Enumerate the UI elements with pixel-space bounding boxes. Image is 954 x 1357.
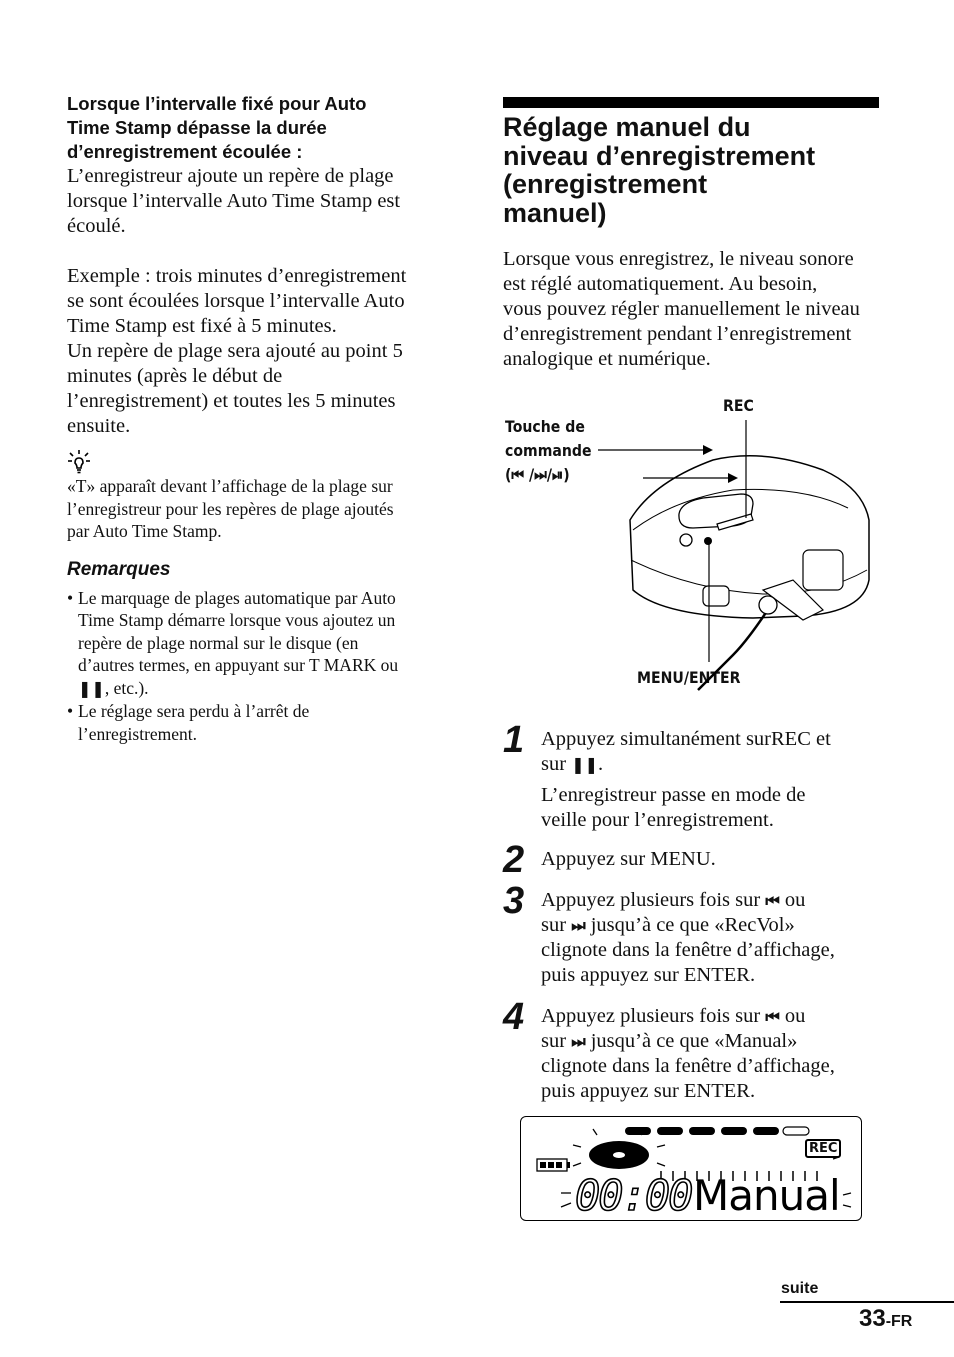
label-rec: REC	[723, 396, 754, 415]
step-number: 2	[503, 839, 525, 881]
next-icon: ⏭	[571, 1032, 586, 1051]
next-icon: ⏭	[571, 916, 586, 935]
step-text: Appuyez plusieurs fois sur ⏮ ou sur ⏭ jusqu’à ce que «RecVol» clignote dans la fenêtre d’affichage, puis appuyez sur ENTER.	[541, 889, 835, 986]
lcd-mode: Manual	[693, 1171, 840, 1220]
step-1	[503, 719, 873, 833]
label-control-key: Touche de commande (⏮ /⏭/⏯)	[505, 417, 592, 484]
remarks-title: Remarques	[67, 558, 171, 580]
step-text: Appuyez sur MENU.	[541, 848, 716, 870]
paragraph-1: L’enregistreur ajoute un repère de plage lorsque l’intervalle Auto Time Stamp est écoulé.	[67, 165, 401, 237]
step-2	[503, 839, 873, 881]
recorder-illustration	[503, 390, 883, 700]
remark-item: • Le marquage de plages automatique par Auto Time Stamp démarre lorsque vous ajoutez un repère de plage normal sur le disque (en d’autres termes, en appuyant sur T MARK ou ❚❚, etc.).	[67, 587, 447, 701]
rec-badge: REC	[805, 1139, 841, 1158]
remark-item: • Le réglage sera perdu à l’arrêt de l’enregistrement.	[67, 700, 447, 745]
step-number: 4	[503, 996, 525, 1038]
page-number: 33-FR	[859, 1305, 913, 1332]
footer-rule	[780, 1301, 954, 1303]
pause-icon: ❚❚	[78, 678, 105, 698]
recorder-figure	[503, 390, 883, 700]
lcd-display	[520, 1116, 862, 1221]
lcd-time: 00:00	[575, 1171, 692, 1220]
step-4	[503, 996, 873, 1104]
pause-icon: ❚❚	[571, 755, 598, 774]
label-menu-enter: MENU/ENTER	[637, 668, 741, 687]
lightbulb-icon	[67, 449, 447, 475]
step-text: Appuyez plusieurs fois sur ⏮ ou sur ⏭ jusqu’à ce que «Manual» clignote dans la fenêtre d’affichage, puis appuyez sur ENTER.	[541, 1005, 835, 1102]
step-3	[503, 880, 873, 988]
continued-label: suite	[781, 1280, 819, 1297]
tip-text: «T» apparaît devant l’affichage de la plage sur l’enregistreur pour les repères de plage ajoutés par Auto Time Stamp.	[67, 476, 394, 541]
intro-paragraph: Lorsque vous enregistrez, le niveau sonore est réglé automatiquement. Au besoin, vous pouvez régler manuellement le niveau d’enregistrement pendant l’enregistrement analogique et numérique.	[503, 248, 860, 370]
section-title-bar	[503, 97, 879, 108]
step-text: Appuyez simultanément surREC et sur ❚❚.	[541, 728, 831, 775]
previous-icon: ⏮	[765, 891, 780, 910]
step-number: 1	[503, 719, 525, 761]
section-title: Réglage manuel du niveau d’enregistrement (enregistrement manuel)	[503, 112, 816, 228]
remarks-list	[67, 587, 447, 746]
step-note: L’enregistreur passe en mode de veille pour l’enregistrement.	[541, 784, 806, 831]
step-number: 3	[503, 880, 525, 922]
previous-icon: ⏮	[765, 1007, 780, 1026]
paragraph-example: Exemple : trois minutes d’enregistrement se sont écoulées lorsque l’intervalle Auto Time Stamp est fixé à 5 minutes. Un repère de plage sera ajouté au point 5 minutes (après le début de l’enregistrement) et toutes les 5 minutes ensuite.	[67, 265, 407, 437]
auto-time-stamp-heading: Lorsque l’intervalle fixé pour Auto Time Stamp dépasse la durée d’enregistrement écoulée :	[67, 93, 367, 162]
left-column	[67, 92, 447, 745]
